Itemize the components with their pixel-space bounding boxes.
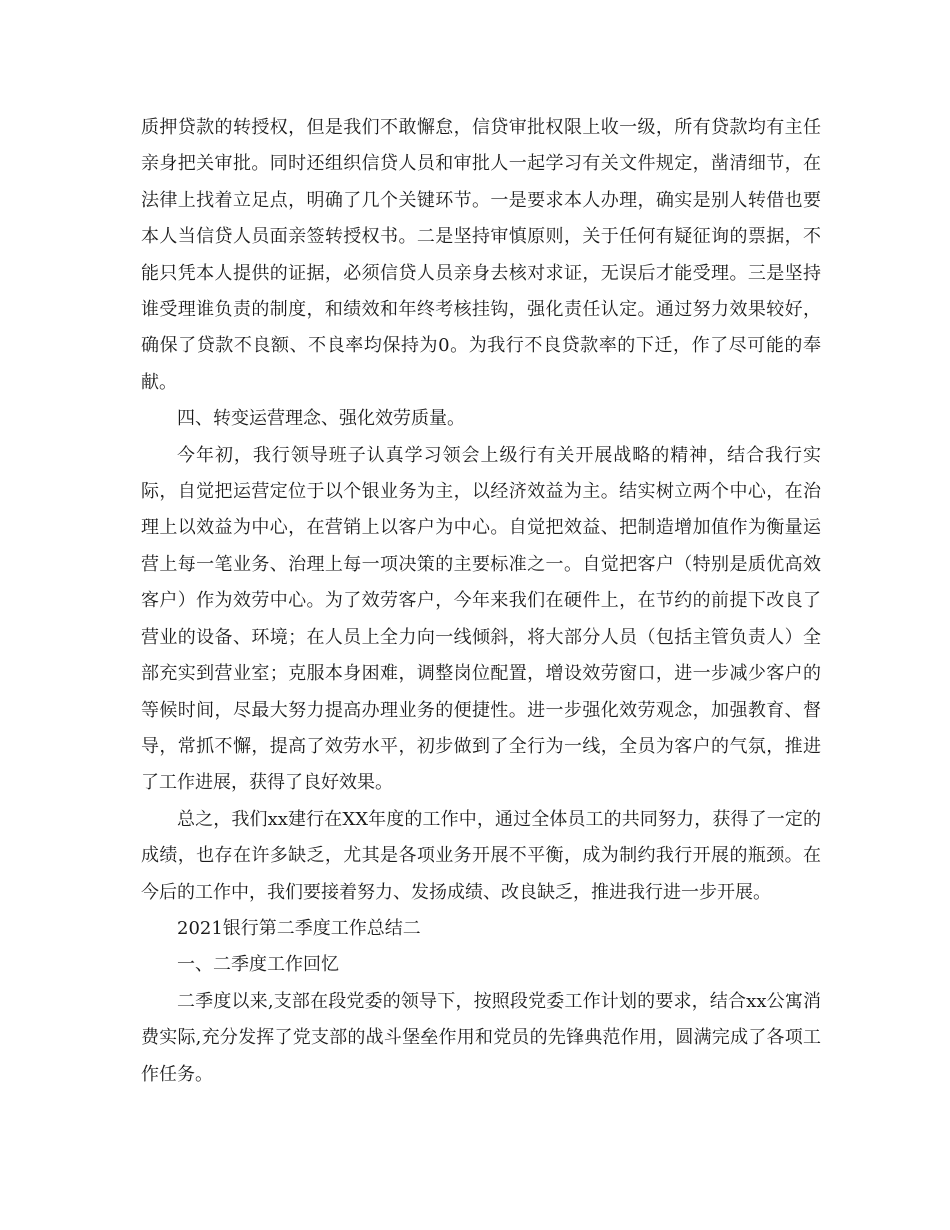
section-heading-review: 一、二季度工作回忆	[177, 954, 339, 976]
document-body	[141, 110, 821, 1093]
section-heading-service-quality: 四、转变运营理念、强化效劳质量。	[177, 408, 465, 430]
paragraph-second-quarter: 二季度以来,支部在段党委的领导下，按照段党委工作计划的要求，结合xx公寓消费实际,充分发挥了党支部的战斗堡垒作用和党员的先锋典范作用，圆满完成了各项工作任务。	[141, 990, 821, 1085]
paragraph-summary: 总之，我们xx建行在XX年度的工作中，通过全体员工的共同努力，获得了一定的成绩，也存在许多缺乏，尤其是各项业务开展不平衡，成为制约我行开展的瓶颈。在今后的工作中，我们要接着努力、发扬成绩、改良缺乏，推进我行进一步开展。	[141, 808, 821, 903]
paragraph-operation-concept: 今年初，我行领导班子认真学习领会上级行有关开展战略的精神，结合我行实际，自觉把运营定位于以个银业务为主，以经济效益为主。结实树立两个中心，在治理上以效益为中心，在营销上以客户为中心。自觉把效益、把制造增加值作为衡量运营上每一笔业务、治理上每一项决策的主要标准之一。自觉把客户（特别是质优高效客户）作为效劳中心。为了效劳客户，今年来我们在硬件上，在节约的前提下改良了营业的设备、环境；在人员上全力向一线倾斜，将大部分人员（包括主管负责人）全部充实到营业室；克服本身困难，调整岗位配置，增设效劳窗口，进一步减少客户的等候时间，尽最大努力提高办理业务的便捷性。进一步强化效劳观念，加强教育、督导，常抓不懈，提高了效劳水平，初步做到了全行为一线，全员为客户的气氛，推进了工作进展，获得了良好效果。	[141, 444, 821, 794]
document-title-second: 2021银行第二季度工作总结二	[177, 917, 421, 939]
paragraph-loan-authorization: 质押贷款的转授权，但是我们不敢懈怠，信贷审批权限上收一级，所有贷款均有主任亲身把关审批。同时还组织信贷人员和审批人一起学习有关文件规定，凿清细节，在法律上找着立足点，明确了几个关键环节。一是要求本人办理，确实是别人转借也要本人当信贷人员面亲签转授权书。二是坚持审慎原则，关于任何有疑征询的票据，不能只凭本人提供的证据，必须信贷人员亲身去核对求证，无误后才能受理。三是坚持谁受理谁负责的制度，和绩效和年终考核挂钩，强化责任认定。通过努力效果较好，确保了贷款不良额、不良率均保持为0。为我行不良贷款率的下迁，作了尽可能的奉献。	[141, 117, 821, 393]
